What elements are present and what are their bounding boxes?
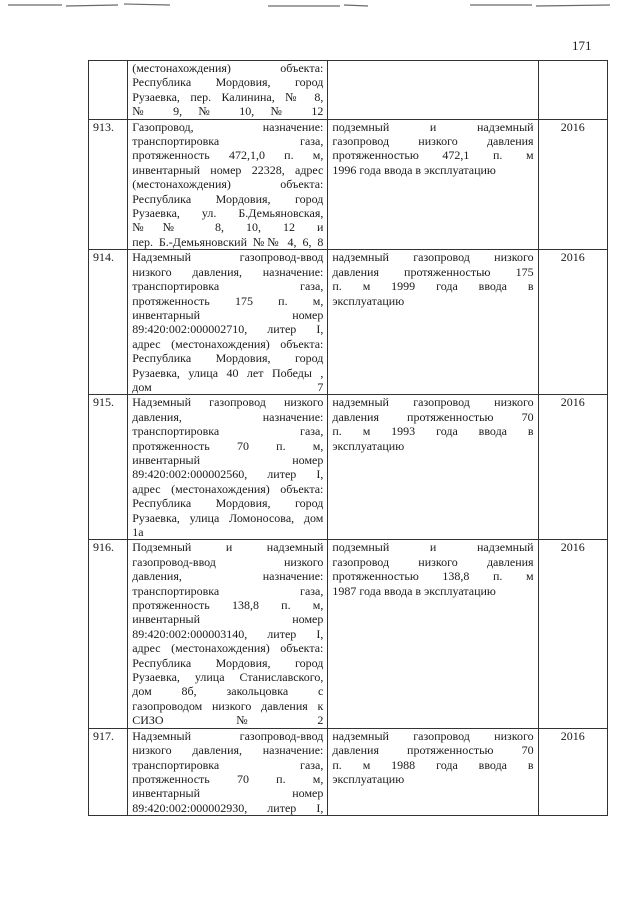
object-name-line: Подземный и надземный <box>132 540 324 555</box>
year-cell: 2016 <box>538 119 607 250</box>
object-description-line: надземный газопровод низкого <box>332 395 534 410</box>
object-name-line: инвентарный номер <box>132 307 324 322</box>
table-row <box>89 540 608 728</box>
object-description-line: давления протяженностью 70 <box>332 409 534 424</box>
object-description-cell <box>328 61 538 120</box>
object-description-line: эксплуатацию <box>332 293 405 308</box>
object-name-cell <box>128 250 328 395</box>
object-name-line: дом 7 <box>132 379 324 394</box>
object-name-line: протяженность 70 п. м, <box>132 771 324 786</box>
object-description-line: газопровод низкого давления <box>332 134 534 149</box>
object-description-line: надземный газопровод низкого <box>332 250 534 265</box>
object-name-line: Надземный газопровод-ввод <box>132 250 324 265</box>
object-name-line: протяженность 138,8 п. м, <box>132 598 324 613</box>
object-name-line: СИЗО №2 <box>132 713 324 728</box>
object-name-line: Республика Мордовия, город <box>132 191 324 206</box>
object-name-line: низкого давления, назначение: <box>132 743 324 758</box>
object-name-line: протяженность 472,1,0 п. м, <box>132 148 324 163</box>
object-name-line: давления, назначение: <box>132 409 324 424</box>
object-name-line: № 9, № 10, № 12 <box>132 104 324 119</box>
table-row <box>89 61 608 120</box>
object-name-cell <box>128 395 328 540</box>
object-description-cell <box>328 119 538 250</box>
object-description-line: газопровод низкого давления <box>332 554 534 569</box>
object-name-line: Республика Мордовия, город <box>132 351 324 366</box>
object-name-line: Рузаевка, пер. Калинина, № 8, <box>132 89 324 104</box>
object-description-line: протяженностью 472,1 п. м <box>332 148 534 163</box>
object-description-line: п. м 1999 года ввода в <box>332 279 534 294</box>
object-name-line: №№ 8, 10, 12 и <box>132 220 324 235</box>
object-name-line: Рузаевка, улица 40 лет Победы , <box>132 365 324 380</box>
object-name-line: адрес (местонахождения) объекта: <box>132 481 324 496</box>
row-number <box>89 61 128 120</box>
object-name-line: протяженность 175 п. м, <box>132 293 324 308</box>
object-description-line: эксплуатацию <box>332 771 405 786</box>
object-name-line: 1а <box>132 525 144 539</box>
object-name-line: дом 8б, закольцовка с <box>132 684 324 699</box>
object-name-cell <box>128 540 328 728</box>
object-name-line: Республика Мордовия, город <box>132 655 324 670</box>
row-number: 913. <box>89 119 128 250</box>
object-name-line: 89:420:002:000002560, литер I, <box>132 467 324 482</box>
object-description-line: протяженностью 138,8 п. м <box>332 569 534 584</box>
object-name-line: пер. Б.-Демьяновский №№ 4, 6, 8 <box>132 234 324 249</box>
property-register-table <box>88 60 608 816</box>
row-number: 916. <box>89 540 128 728</box>
object-name-line: инвентарный номер <box>132 612 324 627</box>
object-description-line: п. м 1988 года ввода в <box>332 757 534 772</box>
object-name-line: Рузаевка, улица Станиславского, <box>132 670 324 685</box>
object-description-line: подземный и надземный <box>332 540 534 555</box>
row-number: 917. <box>89 728 128 815</box>
table-row <box>89 728 608 815</box>
object-name-line: газопровод-ввод низкого <box>132 554 324 569</box>
object-name-line: давления, назначение: <box>132 569 324 584</box>
year-cell <box>538 61 607 120</box>
table-row <box>89 119 608 250</box>
row-number: 914. <box>89 250 128 395</box>
object-name-line: Надземный газопровод низкого <box>132 395 324 410</box>
object-name-line: инвентарный номер 22328, адрес <box>132 162 324 177</box>
object-description-line: п. м 1993 года ввода в <box>332 424 534 439</box>
object-description-line: подземный и надземный <box>332 119 534 134</box>
object-name-line: низкого давления, назначение: <box>132 264 324 279</box>
object-description-line: давления протяженностью 175 <box>332 264 534 279</box>
object-name-line: Республика Мордовия, город <box>132 75 324 90</box>
year-cell: 2016 <box>538 395 607 540</box>
object-name-line: протяженность 70 п. м, <box>132 438 324 453</box>
object-name-line: адрес (местонахождения) объекта: <box>132 641 324 656</box>
object-name-line: Республика Мордовия, город <box>132 496 324 511</box>
scan-artifact-top <box>0 0 640 12</box>
object-description-line: 1987 года ввода в эксплуатацию <box>332 583 496 598</box>
object-name-cell <box>128 61 328 120</box>
object-description-line: 1996 года ввода в эксплуатацию <box>332 162 496 177</box>
object-description-line: надземный газопровод низкого <box>332 728 534 743</box>
object-description-cell <box>328 395 538 540</box>
object-name-line: транспортировка газа, <box>132 134 324 149</box>
object-name-line: 89:420:002:000002930, литер I, <box>132 800 324 815</box>
object-name-line: 89:420:002:000003140, литер I, <box>132 626 324 641</box>
object-name-line: (местонахождения) объекта: <box>132 177 324 192</box>
object-name-line: Рузаевка, ул. Б.Демьяновская, <box>132 206 324 221</box>
year-cell: 2016 <box>538 250 607 395</box>
object-name-line: газопроводом низкого давления к <box>132 698 324 713</box>
object-name-line: инвентарный номер <box>132 786 324 801</box>
object-name-line: транспортировка газа, <box>132 583 324 598</box>
object-name-line: Газопровод, назначение: <box>132 119 324 134</box>
object-description-cell <box>328 250 538 395</box>
row-number: 915. <box>89 395 128 540</box>
object-name-line: транспортировка газа, <box>132 279 324 294</box>
object-name-line: 89:420:002:000002710, литер I, <box>132 322 324 337</box>
object-description-cell <box>328 540 538 728</box>
year-cell: 2016 <box>538 540 607 728</box>
object-description-line: давления протяженностью 70 <box>332 743 534 758</box>
object-name-line: (местонахождения) объекта: <box>132 61 324 75</box>
object-description-line: эксплуатацию <box>332 438 405 453</box>
table-row <box>89 395 608 540</box>
object-name-cell <box>128 119 328 250</box>
object-description-cell <box>328 728 538 815</box>
object-name-line: адрес (местонахождения) объекта: <box>132 336 324 351</box>
year-cell: 2016 <box>538 728 607 815</box>
object-name-cell <box>128 728 328 815</box>
object-name-line: Рузаевка, улица Ломоносова, дом <box>132 510 324 525</box>
object-name-line: транспортировка газа, <box>132 424 324 439</box>
object-name-line: транспортировка газа, <box>132 757 324 772</box>
table-row <box>89 250 608 395</box>
object-name-line: инвентарный номер <box>132 452 324 467</box>
page-number: 171 <box>572 38 592 53</box>
object-name-line: Надземный газопровод-ввод <box>132 728 324 743</box>
